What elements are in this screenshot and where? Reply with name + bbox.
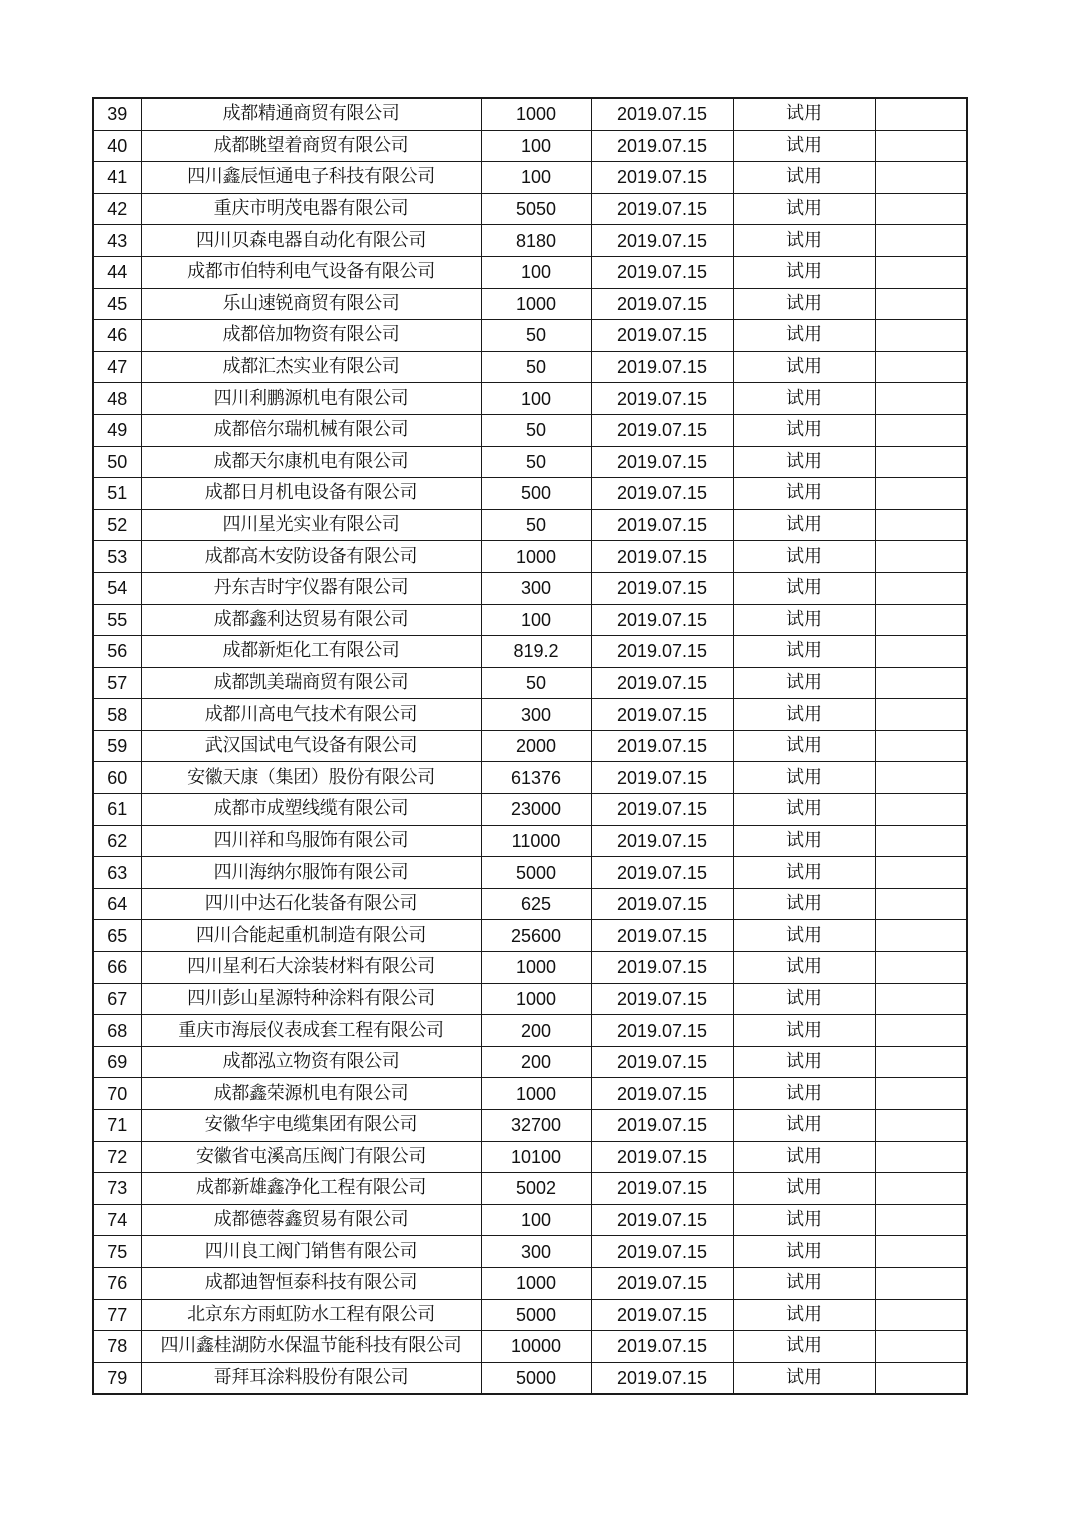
capital-cell: 200 <box>481 1046 591 1078</box>
date-cell: 2019.07.15 <box>591 699 733 731</box>
company-name-cell: 成都泓立物资有限公司 <box>141 1046 481 1078</box>
row-number-cell: 56 <box>93 636 141 668</box>
status-cell: 试用 <box>733 383 875 415</box>
capital-cell: 5000 <box>481 1362 591 1394</box>
table-row <box>93 541 967 573</box>
status-cell: 试用 <box>733 1362 875 1394</box>
company-name-cell: 成都日月机电设备有限公司 <box>141 478 481 510</box>
row-number-cell: 51 <box>93 478 141 510</box>
note-cell <box>875 541 967 573</box>
row-number-cell: 48 <box>93 383 141 415</box>
note-cell <box>875 478 967 510</box>
status-cell: 试用 <box>733 1046 875 1078</box>
date-cell: 2019.07.15 <box>591 1110 733 1142</box>
status-cell: 试用 <box>733 1267 875 1299</box>
status-cell: 试用 <box>733 256 875 288</box>
table-row <box>93 1299 967 1331</box>
date-cell: 2019.07.15 <box>591 478 733 510</box>
table-row <box>93 446 967 478</box>
company-name-cell: 重庆市海辰仪表成套工程有限公司 <box>141 1015 481 1047</box>
capital-cell: 1000 <box>481 983 591 1015</box>
note-cell <box>875 572 967 604</box>
date-cell: 2019.07.15 <box>591 1362 733 1394</box>
date-cell: 2019.07.15 <box>591 130 733 162</box>
company-name-cell: 四川中达石化装备有限公司 <box>141 888 481 920</box>
note-cell <box>875 98 967 130</box>
table-row <box>93 1267 967 1299</box>
date-cell: 2019.07.15 <box>591 288 733 320</box>
note-cell <box>875 699 967 731</box>
row-number-cell: 66 <box>93 952 141 984</box>
date-cell: 2019.07.15 <box>591 1078 733 1110</box>
row-number-cell: 61 <box>93 794 141 826</box>
company-name-cell: 四川良工阀门销售有限公司 <box>141 1236 481 1268</box>
note-cell <box>875 320 967 352</box>
note-cell <box>875 225 967 257</box>
date-cell: 2019.07.15 <box>591 1299 733 1331</box>
note-cell <box>875 730 967 762</box>
status-cell: 试用 <box>733 446 875 478</box>
date-cell: 2019.07.15 <box>591 572 733 604</box>
capital-cell: 300 <box>481 1236 591 1268</box>
status-cell: 试用 <box>733 1141 875 1173</box>
status-cell: 试用 <box>733 1299 875 1331</box>
company-name-cell: 四川彭山星源特种涂料有限公司 <box>141 983 481 1015</box>
row-number-cell: 44 <box>93 256 141 288</box>
row-number-cell: 73 <box>93 1173 141 1205</box>
row-number-cell: 41 <box>93 162 141 194</box>
company-name-cell: 成都精通商贸有限公司 <box>141 98 481 130</box>
status-cell: 试用 <box>733 288 875 320</box>
date-cell: 2019.07.15 <box>591 1046 733 1078</box>
capital-cell: 5002 <box>481 1173 591 1205</box>
date-cell: 2019.07.15 <box>591 162 733 194</box>
status-cell: 试用 <box>733 193 875 225</box>
status-cell: 试用 <box>733 1078 875 1110</box>
company-name-cell: 成都市伯特利电气设备有限公司 <box>141 256 481 288</box>
company-name-cell: 成都倍尔瑞机械有限公司 <box>141 414 481 446</box>
date-cell: 2019.07.15 <box>591 351 733 383</box>
note-cell <box>875 857 967 889</box>
capital-cell: 100 <box>481 130 591 162</box>
table-row <box>93 320 967 352</box>
date-cell: 2019.07.15 <box>591 952 733 984</box>
note-cell <box>875 1110 967 1142</box>
table-row <box>93 604 967 636</box>
row-number-cell: 72 <box>93 1141 141 1173</box>
table-row <box>93 288 967 320</box>
note-cell <box>875 1299 967 1331</box>
capital-cell: 5000 <box>481 857 591 889</box>
table-row <box>93 1015 967 1047</box>
table-row <box>93 699 967 731</box>
table-row <box>93 825 967 857</box>
company-name-cell: 成都鑫荣源机电有限公司 <box>141 1078 481 1110</box>
table-row <box>93 162 967 194</box>
status-cell: 试用 <box>733 794 875 826</box>
company-name-cell: 四川鑫辰恒通电子科技有限公司 <box>141 162 481 194</box>
company-name-cell: 成都德蓉鑫贸易有限公司 <box>141 1204 481 1236</box>
table-row <box>93 762 967 794</box>
company-name-cell: 四川海纳尔服饰有限公司 <box>141 857 481 889</box>
note-cell <box>875 983 967 1015</box>
note-cell <box>875 604 967 636</box>
status-cell: 试用 <box>733 952 875 984</box>
date-cell: 2019.07.15 <box>591 1204 733 1236</box>
table-row <box>93 1362 967 1394</box>
table-row <box>93 98 967 130</box>
company-name-cell: 成都鑫利达贸易有限公司 <box>141 604 481 636</box>
note-cell <box>875 667 967 699</box>
row-number-cell: 57 <box>93 667 141 699</box>
capital-cell: 8180 <box>481 225 591 257</box>
capital-cell: 10000 <box>481 1331 591 1363</box>
row-number-cell: 69 <box>93 1046 141 1078</box>
note-cell <box>875 1267 967 1299</box>
status-cell: 试用 <box>733 888 875 920</box>
company-name-cell: 乐山速锐商贸有限公司 <box>141 288 481 320</box>
status-cell: 试用 <box>733 162 875 194</box>
note-cell <box>875 952 967 984</box>
capital-cell: 23000 <box>481 794 591 826</box>
table-row <box>93 225 967 257</box>
status-cell: 试用 <box>733 351 875 383</box>
row-number-cell: 75 <box>93 1236 141 1268</box>
note-cell <box>875 794 967 826</box>
capital-cell: 819.2 <box>481 636 591 668</box>
date-cell: 2019.07.15 <box>591 794 733 826</box>
status-cell: 试用 <box>733 1015 875 1047</box>
row-number-cell: 62 <box>93 825 141 857</box>
capital-cell: 1000 <box>481 1078 591 1110</box>
note-cell <box>875 509 967 541</box>
date-cell: 2019.07.15 <box>591 825 733 857</box>
date-cell: 2019.07.15 <box>591 1331 733 1363</box>
company-name-cell: 北京东方雨虹防水工程有限公司 <box>141 1299 481 1331</box>
table-row <box>93 952 967 984</box>
status-cell: 试用 <box>733 572 875 604</box>
capital-cell: 11000 <box>481 825 591 857</box>
status-cell: 试用 <box>733 1110 875 1142</box>
table-row <box>93 130 967 162</box>
table-row <box>93 414 967 446</box>
capital-cell: 625 <box>481 888 591 920</box>
capital-cell: 1000 <box>481 952 591 984</box>
status-cell: 试用 <box>733 730 875 762</box>
date-cell: 2019.07.15 <box>591 1141 733 1173</box>
table-row <box>93 383 967 415</box>
table-row <box>93 1204 967 1236</box>
status-cell: 试用 <box>733 1236 875 1268</box>
row-number-cell: 70 <box>93 1078 141 1110</box>
note-cell <box>875 762 967 794</box>
status-cell: 试用 <box>733 920 875 952</box>
capital-cell: 61376 <box>481 762 591 794</box>
supplier-table <box>92 97 968 1395</box>
row-number-cell: 79 <box>93 1362 141 1394</box>
status-cell: 试用 <box>733 604 875 636</box>
row-number-cell: 53 <box>93 541 141 573</box>
date-cell: 2019.07.15 <box>591 857 733 889</box>
company-name-cell: 成都汇杰实业有限公司 <box>141 351 481 383</box>
row-number-cell: 54 <box>93 572 141 604</box>
company-name-cell: 成都倍加物资有限公司 <box>141 320 481 352</box>
status-cell: 试用 <box>733 699 875 731</box>
date-cell: 2019.07.15 <box>591 604 733 636</box>
capital-cell: 200 <box>481 1015 591 1047</box>
table-row <box>93 509 967 541</box>
row-number-cell: 78 <box>93 1331 141 1363</box>
row-number-cell: 60 <box>93 762 141 794</box>
status-cell: 试用 <box>733 541 875 573</box>
company-name-cell: 重庆市明茂电器有限公司 <box>141 193 481 225</box>
row-number-cell: 45 <box>93 288 141 320</box>
date-cell: 2019.07.15 <box>591 983 733 1015</box>
status-cell: 试用 <box>733 825 875 857</box>
date-cell: 2019.07.15 <box>591 225 733 257</box>
status-cell: 试用 <box>733 1173 875 1205</box>
date-cell: 2019.07.15 <box>591 888 733 920</box>
company-name-cell: 安徽省屯溪高压阀门有限公司 <box>141 1141 481 1173</box>
note-cell <box>875 636 967 668</box>
status-cell: 试用 <box>733 478 875 510</box>
capital-cell: 5050 <box>481 193 591 225</box>
date-cell: 2019.07.15 <box>591 667 733 699</box>
capital-cell: 50 <box>481 446 591 478</box>
note-cell <box>875 1236 967 1268</box>
company-name-cell: 四川鑫桂湖防水保温节能科技有限公司 <box>141 1331 481 1363</box>
capital-cell: 300 <box>481 572 591 604</box>
date-cell: 2019.07.15 <box>591 920 733 952</box>
note-cell <box>875 888 967 920</box>
table-row <box>93 1173 967 1205</box>
capital-cell: 32700 <box>481 1110 591 1142</box>
date-cell: 2019.07.15 <box>591 193 733 225</box>
row-number-cell: 42 <box>93 193 141 225</box>
status-cell: 试用 <box>733 857 875 889</box>
row-number-cell: 67 <box>93 983 141 1015</box>
company-name-cell: 成都眺望着商贸有限公司 <box>141 130 481 162</box>
date-cell: 2019.07.15 <box>591 1173 733 1205</box>
company-name-cell: 丹东吉时宇仪器有限公司 <box>141 572 481 604</box>
note-cell <box>875 1078 967 1110</box>
status-cell: 试用 <box>733 130 875 162</box>
table-row <box>93 730 967 762</box>
note-cell <box>875 1141 967 1173</box>
note-cell <box>875 825 967 857</box>
row-number-cell: 49 <box>93 414 141 446</box>
row-number-cell: 74 <box>93 1204 141 1236</box>
table-row <box>93 888 967 920</box>
capital-cell: 50 <box>481 667 591 699</box>
note-cell <box>875 1046 967 1078</box>
note-cell <box>875 162 967 194</box>
row-number-cell: 39 <box>93 98 141 130</box>
company-name-cell: 哥拜耳涂料股份有限公司 <box>141 1362 481 1394</box>
note-cell <box>875 1204 967 1236</box>
row-number-cell: 58 <box>93 699 141 731</box>
date-cell: 2019.07.15 <box>591 541 733 573</box>
status-cell: 试用 <box>733 225 875 257</box>
table-row <box>93 193 967 225</box>
table-row <box>93 351 967 383</box>
status-cell: 试用 <box>733 667 875 699</box>
company-name-cell: 四川祥和鸟服饰有限公司 <box>141 825 481 857</box>
company-name-cell: 成都高木安防设备有限公司 <box>141 541 481 573</box>
row-number-cell: 71 <box>93 1110 141 1142</box>
table-row <box>93 1236 967 1268</box>
date-cell: 2019.07.15 <box>591 446 733 478</box>
table-row <box>93 983 967 1015</box>
status-cell: 试用 <box>733 98 875 130</box>
table-row <box>93 794 967 826</box>
capital-cell: 100 <box>481 604 591 636</box>
table-row <box>93 857 967 889</box>
note-cell <box>875 446 967 478</box>
company-name-cell: 成都天尔康机电有限公司 <box>141 446 481 478</box>
table-row <box>93 572 967 604</box>
row-number-cell: 55 <box>93 604 141 636</box>
company-name-cell: 四川星光实业有限公司 <box>141 509 481 541</box>
company-name-cell: 成都市成塑线缆有限公司 <box>141 794 481 826</box>
status-cell: 试用 <box>733 509 875 541</box>
capital-cell: 50 <box>481 509 591 541</box>
note-cell <box>875 1331 967 1363</box>
company-name-cell: 成都新雄鑫净化工程有限公司 <box>141 1173 481 1205</box>
date-cell: 2019.07.15 <box>591 256 733 288</box>
row-number-cell: 76 <box>93 1267 141 1299</box>
company-name-cell: 成都川高电气技术有限公司 <box>141 699 481 731</box>
table-row <box>93 1110 967 1142</box>
capital-cell: 2000 <box>481 730 591 762</box>
company-name-cell: 四川合能起重机制造有限公司 <box>141 920 481 952</box>
status-cell: 试用 <box>733 636 875 668</box>
status-cell: 试用 <box>733 1331 875 1363</box>
capital-cell: 100 <box>481 162 591 194</box>
row-number-cell: 50 <box>93 446 141 478</box>
date-cell: 2019.07.15 <box>591 320 733 352</box>
company-name-cell: 安徽华宇电缆集团有限公司 <box>141 1110 481 1142</box>
capital-cell: 50 <box>481 414 591 446</box>
date-cell: 2019.07.15 <box>591 730 733 762</box>
table-row <box>93 478 967 510</box>
capital-cell: 100 <box>481 1204 591 1236</box>
company-name-cell: 四川贝森电器自动化有限公司 <box>141 225 481 257</box>
capital-cell: 1000 <box>481 541 591 573</box>
row-number-cell: 64 <box>93 888 141 920</box>
table-row <box>93 1046 967 1078</box>
company-name-cell: 四川星利石大涂装材料有限公司 <box>141 952 481 984</box>
date-cell: 2019.07.15 <box>591 636 733 668</box>
date-cell: 2019.07.15 <box>591 414 733 446</box>
note-cell <box>875 1173 967 1205</box>
table-row <box>93 667 967 699</box>
capital-cell: 10100 <box>481 1141 591 1173</box>
date-cell: 2019.07.15 <box>591 383 733 415</box>
capital-cell: 1000 <box>481 1267 591 1299</box>
row-number-cell: 43 <box>93 225 141 257</box>
table-row <box>93 1141 967 1173</box>
table-row <box>93 256 967 288</box>
capital-cell: 100 <box>481 256 591 288</box>
status-cell: 试用 <box>733 320 875 352</box>
capital-cell: 500 <box>481 478 591 510</box>
note-cell <box>875 1015 967 1047</box>
company-name-cell: 武汉国试电气设备有限公司 <box>141 730 481 762</box>
row-number-cell: 47 <box>93 351 141 383</box>
date-cell: 2019.07.15 <box>591 98 733 130</box>
table-row <box>93 636 967 668</box>
note-cell <box>875 256 967 288</box>
date-cell: 2019.07.15 <box>591 1015 733 1047</box>
capital-cell: 300 <box>481 699 591 731</box>
date-cell: 2019.07.15 <box>591 1267 733 1299</box>
company-name-cell: 成都凯美瑞商贸有限公司 <box>141 667 481 699</box>
note-cell <box>875 1362 967 1394</box>
row-number-cell: 77 <box>93 1299 141 1331</box>
capital-cell: 25600 <box>481 920 591 952</box>
note-cell <box>875 920 967 952</box>
note-cell <box>875 383 967 415</box>
row-number-cell: 63 <box>93 857 141 889</box>
company-name-cell: 四川利鹏源机电有限公司 <box>141 383 481 415</box>
table-row <box>93 1331 967 1363</box>
row-number-cell: 59 <box>93 730 141 762</box>
note-cell <box>875 288 967 320</box>
date-cell: 2019.07.15 <box>591 509 733 541</box>
note-cell <box>875 351 967 383</box>
status-cell: 试用 <box>733 983 875 1015</box>
row-number-cell: 65 <box>93 920 141 952</box>
capital-cell: 50 <box>481 320 591 352</box>
table-row <box>93 1078 967 1110</box>
status-cell: 试用 <box>733 1204 875 1236</box>
note-cell <box>875 130 967 162</box>
date-cell: 2019.07.15 <box>591 1236 733 1268</box>
row-number-cell: 40 <box>93 130 141 162</box>
company-name-cell: 成都迪智恒泰科技有限公司 <box>141 1267 481 1299</box>
capital-cell: 100 <box>481 383 591 415</box>
status-cell: 试用 <box>733 414 875 446</box>
capital-cell: 5000 <box>481 1299 591 1331</box>
note-cell <box>875 193 967 225</box>
table-row <box>93 920 967 952</box>
note-cell <box>875 414 967 446</box>
table-body <box>93 98 967 1394</box>
capital-cell: 1000 <box>481 98 591 130</box>
capital-cell: 1000 <box>481 288 591 320</box>
company-name-cell: 成都新炬化工有限公司 <box>141 636 481 668</box>
capital-cell: 50 <box>481 351 591 383</box>
row-number-cell: 52 <box>93 509 141 541</box>
row-number-cell: 46 <box>93 320 141 352</box>
date-cell: 2019.07.15 <box>591 762 733 794</box>
company-name-cell: 安徽天康（集团）股份有限公司 <box>141 762 481 794</box>
status-cell: 试用 <box>733 762 875 794</box>
row-number-cell: 68 <box>93 1015 141 1047</box>
